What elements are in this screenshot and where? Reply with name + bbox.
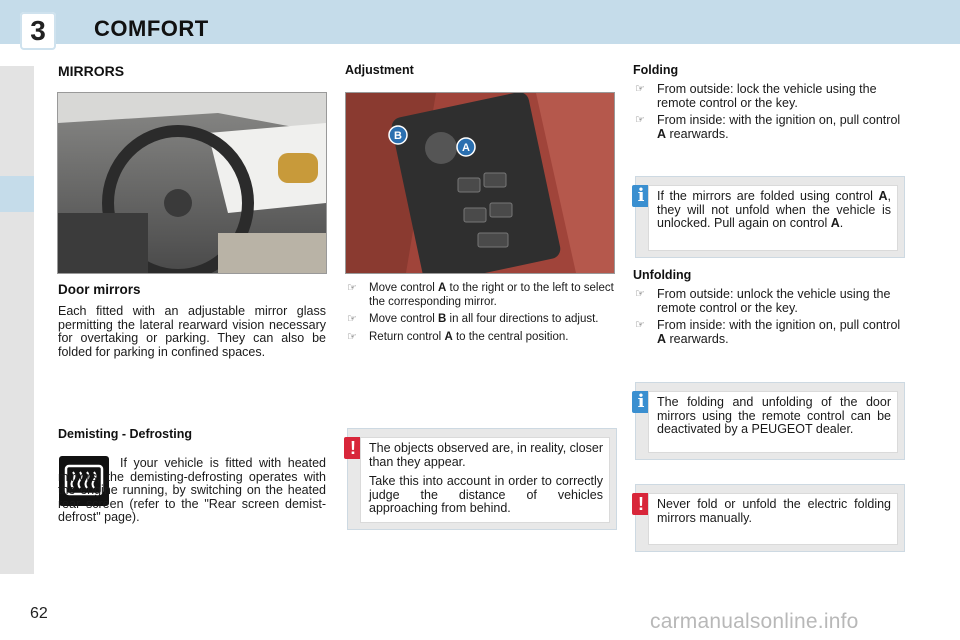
pointing-hand-icon: ☞ xyxy=(635,114,645,126)
info-note-folded-mirrors xyxy=(635,176,905,258)
warning-icon: ! xyxy=(344,437,362,459)
adjustment-heading: Adjustment xyxy=(345,63,414,77)
folding-list xyxy=(635,83,907,145)
pointing-hand-icon: ☞ xyxy=(347,282,357,294)
info-icon: i xyxy=(632,185,650,207)
mirror-control-photo xyxy=(345,92,615,274)
warning-text-1: The objects observed are, in reality, closer than they appear. xyxy=(369,441,603,469)
pointing-hand-icon: ☞ xyxy=(635,288,645,300)
list-item: ☞ From inside: with the ignition on, pull control A rearwards. xyxy=(635,318,901,346)
door-mirrors-text: Each fitted with an adjustable mirror glass permitting the lateral rearward vision necessary for overtaking or parking. They can also be folded for parking in confined spaces. xyxy=(58,304,326,359)
warning-icon: ! xyxy=(632,493,650,515)
list-item: ☞ From outside: lock the vehicle using the remote control or the key. xyxy=(635,82,877,110)
list-item: ☞ Move control B in all four directions to adjust. xyxy=(347,313,599,325)
watermark: carmanualsonline.info xyxy=(650,610,859,633)
chapter-number: 3 xyxy=(20,12,56,50)
demisting-heading: Demisting - Defrosting xyxy=(58,427,193,441)
dashboard-image xyxy=(58,93,326,273)
list-item: ☞ Move control A to the right or to the left to select the corresponding mirror. xyxy=(347,282,614,308)
side-chapter-tab xyxy=(0,176,34,212)
pointing-hand-icon: ☞ xyxy=(347,313,357,325)
page-title: COMFORT xyxy=(94,16,209,41)
list-item: ☞ Return control A to the central position. xyxy=(347,330,569,343)
adjustment-list xyxy=(347,282,617,348)
folding-heading: Folding xyxy=(633,63,679,77)
warning-text-2: Take this into account in order to correctly judge the distance of vehicles approaching from behind. xyxy=(369,474,603,515)
list-item: ☞ From outside: unlock the vehicle using the remote control or the key. xyxy=(635,287,891,315)
unfolding-heading: Unfolding xyxy=(633,268,692,282)
side-strip xyxy=(0,66,34,574)
info-text-1: If the mirrors are folded using control A, they will not unfold when the vehicle is unlocked. Pull again on control A. xyxy=(657,189,891,230)
unfolding-list xyxy=(635,288,907,350)
pointing-hand-icon: ☞ xyxy=(635,83,645,95)
dashboard-photo xyxy=(57,92,327,274)
section-title: MIRRORS xyxy=(58,63,125,79)
list-item: ☞ From inside: with the ignition on, pull control A rearwards. xyxy=(635,113,901,141)
demisting-text: If your vehicle is fitted with heated mirrors, the demisting-defrosting operates with the engine running, by switching on the heated rear screen (refer to the "Rear screen demist-defrost" page). xyxy=(58,456,326,524)
info-text-2: The folding and unfolding of the door mirrors using the remote control can be deactivated by a PEUGEOT dealer. xyxy=(657,395,891,436)
page-number: 62 xyxy=(30,605,48,622)
info-icon: i xyxy=(632,391,650,413)
pointing-hand-icon: ☞ xyxy=(347,330,357,343)
door-mirrors-heading: Door mirrors xyxy=(58,282,141,297)
warning-text-3: Never fold or unfold the electric folding mirrors manually. xyxy=(657,497,891,525)
pointing-hand-icon: ☞ xyxy=(635,319,645,331)
info-note-remote-deactivation xyxy=(635,382,905,460)
label-a: A xyxy=(462,142,470,154)
warning-note-manual-folding xyxy=(635,484,905,552)
warning-note-mirror-distance xyxy=(347,428,617,530)
label-b: B xyxy=(394,130,402,142)
